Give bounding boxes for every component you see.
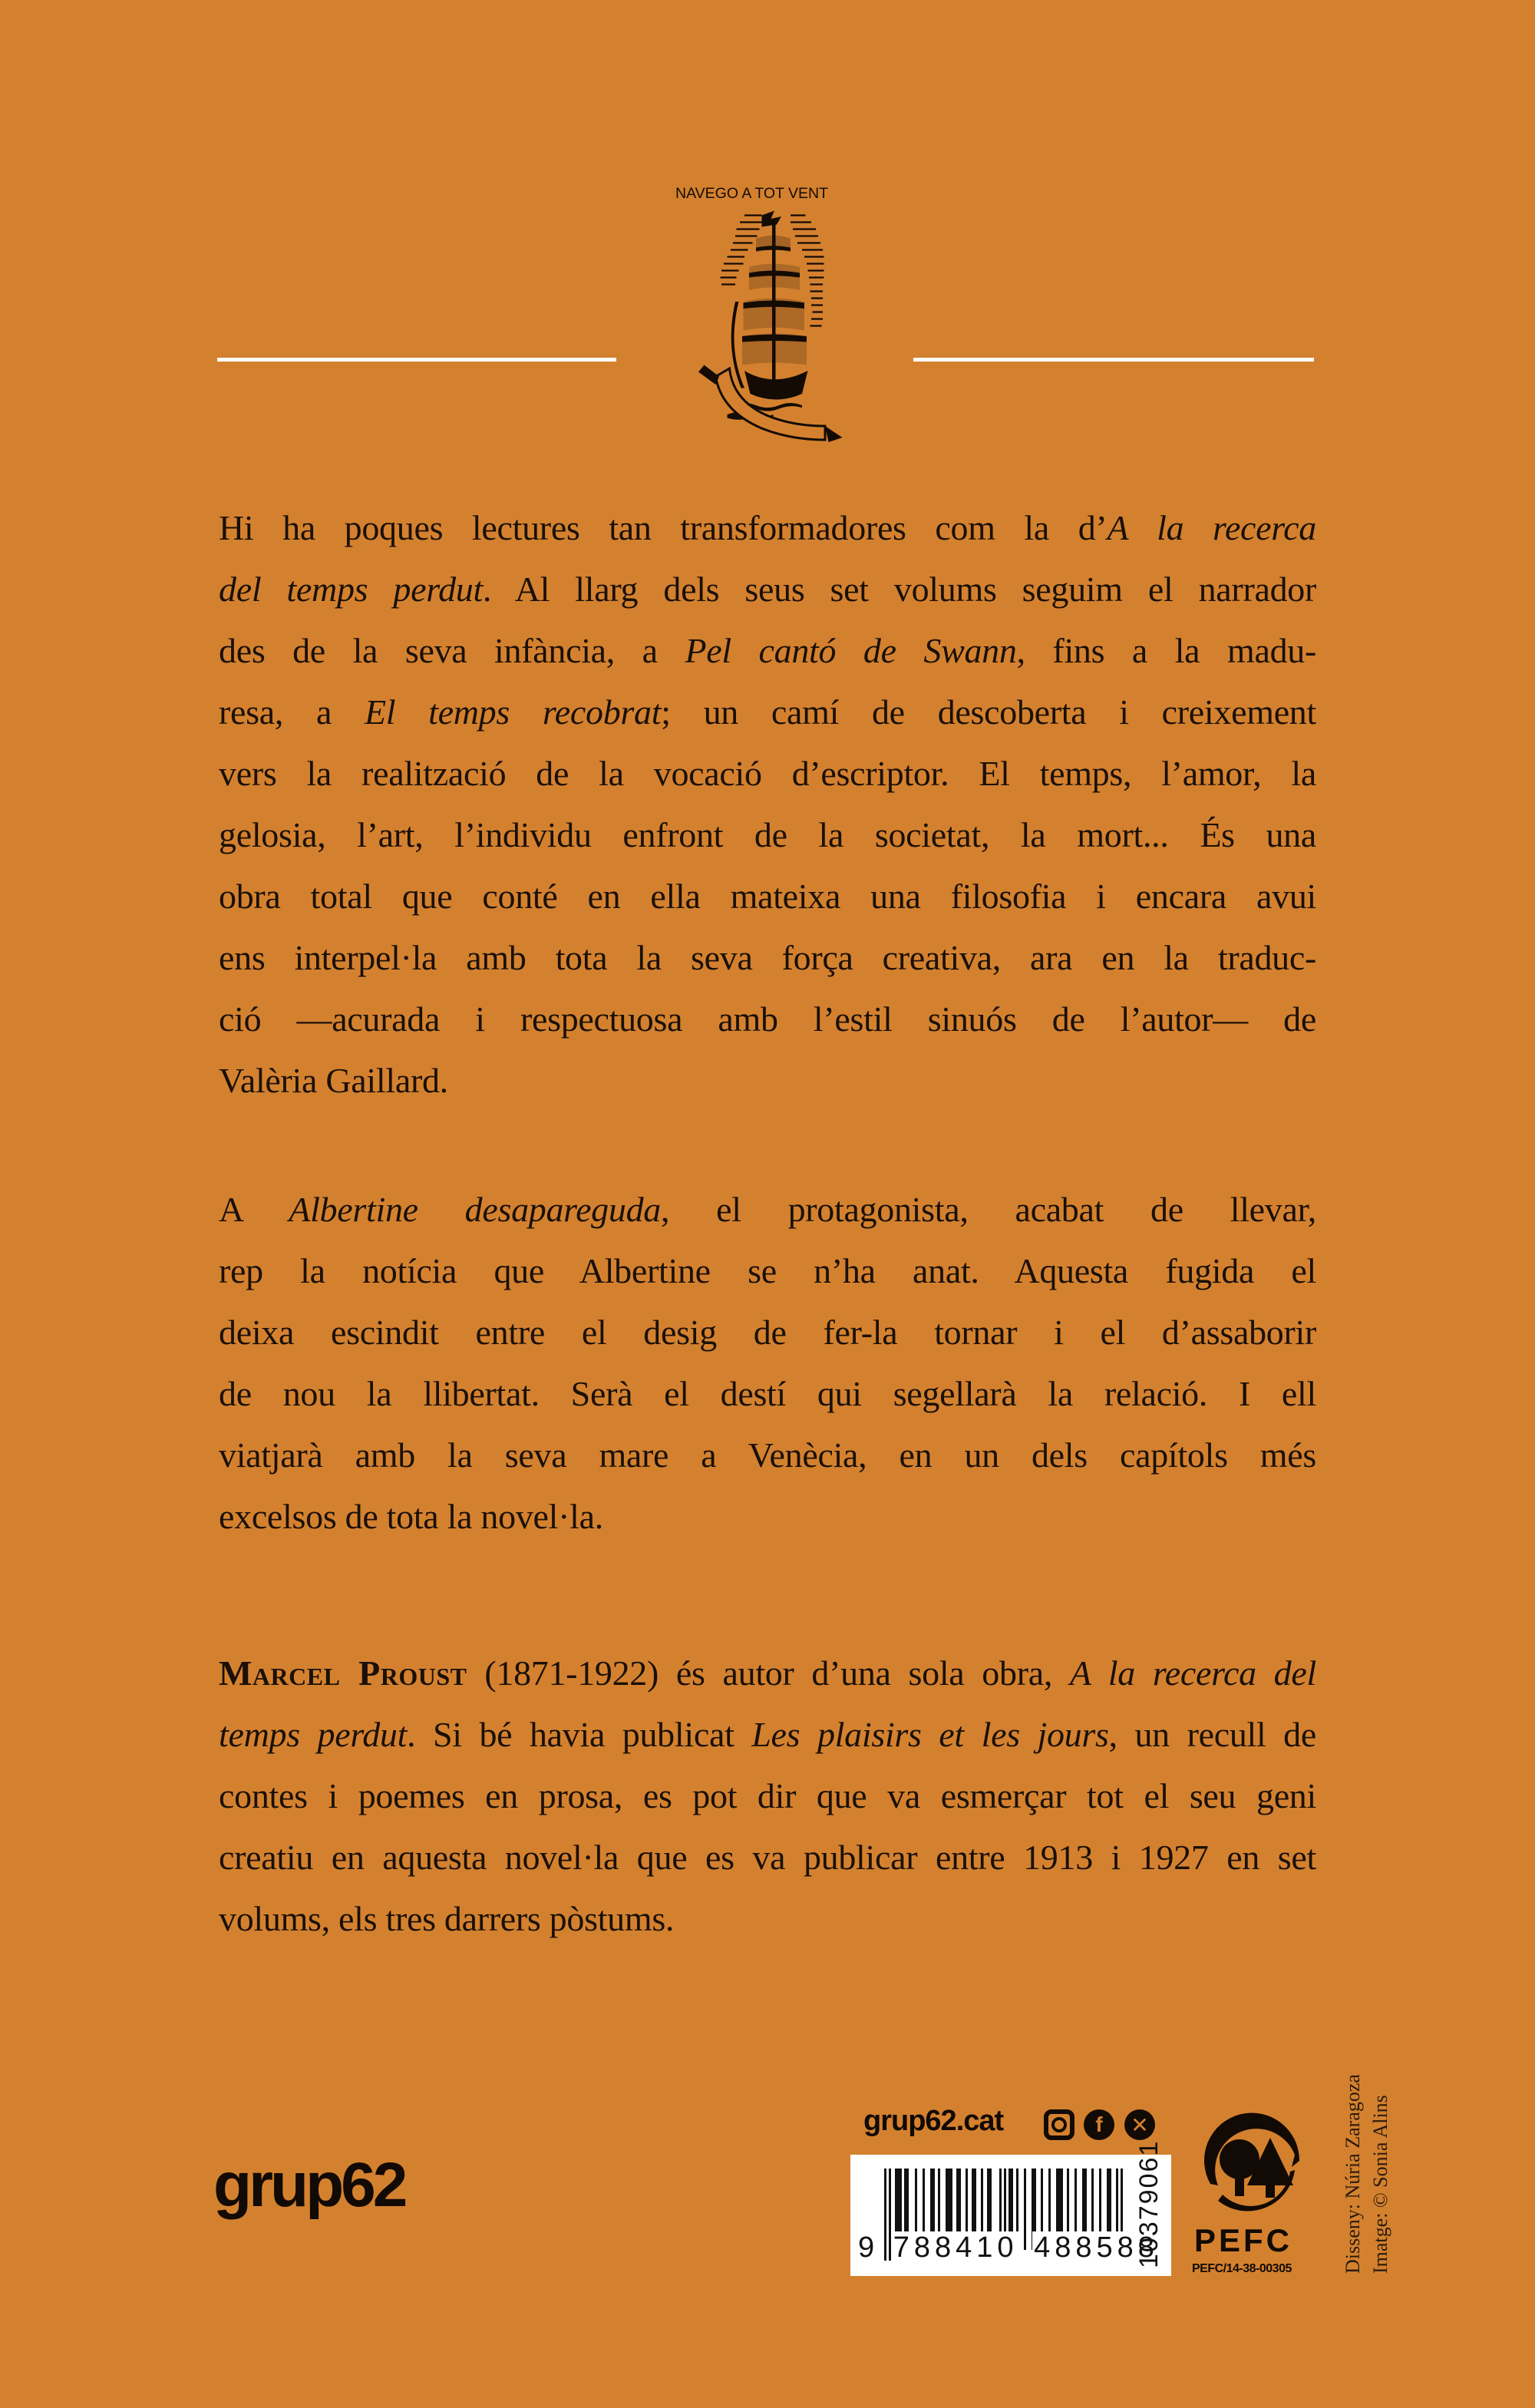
text-line: ens interpel·la amb tota la seva força creativa, ara en la traduc- (219, 938, 1316, 977)
publisher-logo: grup62 (213, 2150, 405, 2220)
facebook-icon[interactable]: f (1084, 2109, 1114, 2140)
text-line: vers la realització de la vocació d’escriptor. El temps, l’amor, la (219, 754, 1316, 793)
text-line: temps perdut. Si bé havia publicat Les plaisirs et les jours, un recull de (219, 1715, 1316, 1754)
text-line: obra total que conté en ella mateixa una filosofia i encara avui (219, 877, 1316, 916)
text-line: del temps perdut. Al llarg dels seus set volums seguim el narrador (219, 570, 1317, 609)
isbn-right-group: 488588 (1034, 2231, 1159, 2264)
pefc-label: PEFC (1194, 2222, 1293, 2258)
sailing-ship-icon (675, 167, 860, 482)
text-line: Marcel Proust (1871-1922) és autor d’una sola obra, A la recerca del (219, 1653, 1316, 1693)
svg-text:NAVEGO A TOT VENT: NAVEGO A TOT VENT (675, 185, 829, 202)
text-line: des de la seva infància, a Pel cantó de Swann, fins a la madu- (219, 631, 1316, 670)
text-line: gelosia, l’art, l’individu enfront de la societat, la mort... És una (219, 815, 1316, 854)
publisher-website-link[interactable]: grup62.cat (863, 2105, 1004, 2137)
decorative-rule-left (217, 358, 616, 362)
decorative-rule-right (913, 358, 1314, 362)
synopsis-paragraph-plot (219, 1179, 1316, 1548)
isbn-left-group: 788410 (893, 2231, 1018, 2264)
cover-credits (1339, 2074, 1395, 2274)
x-icon[interactable]: ✕ (1124, 2109, 1155, 2140)
internal-product-code: 10379061 (1134, 2139, 1164, 2268)
text-line: viatjarà amb la seva mare a Venècia, en un dels capítols més (219, 1435, 1316, 1475)
text-line: Hi ha poques lectures tan transformadores com la d’A la recerca (219, 508, 1317, 547)
text-line: creatiu en aquesta novel·la que es va publicar entre 1913 i 1927 en set (219, 1838, 1316, 1877)
pefc-certification-icon (1193, 2099, 1316, 2222)
isbn-digits (858, 2231, 1160, 2264)
text-line: volums, els tres darrers pòstums. (219, 1899, 675, 1938)
image-credit: Imatge: © Sonia Alins (1369, 2095, 1391, 2274)
synopsis-paragraph-intro (219, 497, 1316, 1112)
isbn-barcode (850, 2139, 1171, 2276)
isbn-first-digit: 9 (858, 2231, 880, 2264)
text-line: deixa escindit entre el desig de fer-la tornar i el d’assaborir (219, 1313, 1316, 1352)
instagram-icon[interactable] (1044, 2109, 1074, 2140)
author-bio (219, 1643, 1316, 1950)
text-line: contes i poemes en prosa, es pot dir que va esmerçar tot el seu geni (219, 1776, 1316, 1815)
text-line: Valèria Gaillard. (219, 1061, 448, 1100)
design-credit: Disseny: Núria Zaragoza (1342, 2074, 1364, 2274)
text-line: A Albertine desapareguda, el protagonista, acabat de llevar, (219, 1190, 1316, 1229)
text-line: de nou la llibertat. Serà el destí qui segellarà la relació. I ell (219, 1374, 1316, 1413)
pefc-code: PEFC/14-38-00305 (1192, 2262, 1292, 2275)
text-line: rep la notícia que Albertine se n’ha anat. Aquesta fugida el (219, 1251, 1316, 1290)
text-line: resa, a El temps recobrat; un camí de descoberta i creixement (219, 692, 1316, 732)
text-line: ció —acurada i respectuosa amb l’estil sinuós de l’autor— de (219, 999, 1316, 1039)
text-line: excelsos de tota la novel·la. (219, 1497, 603, 1536)
